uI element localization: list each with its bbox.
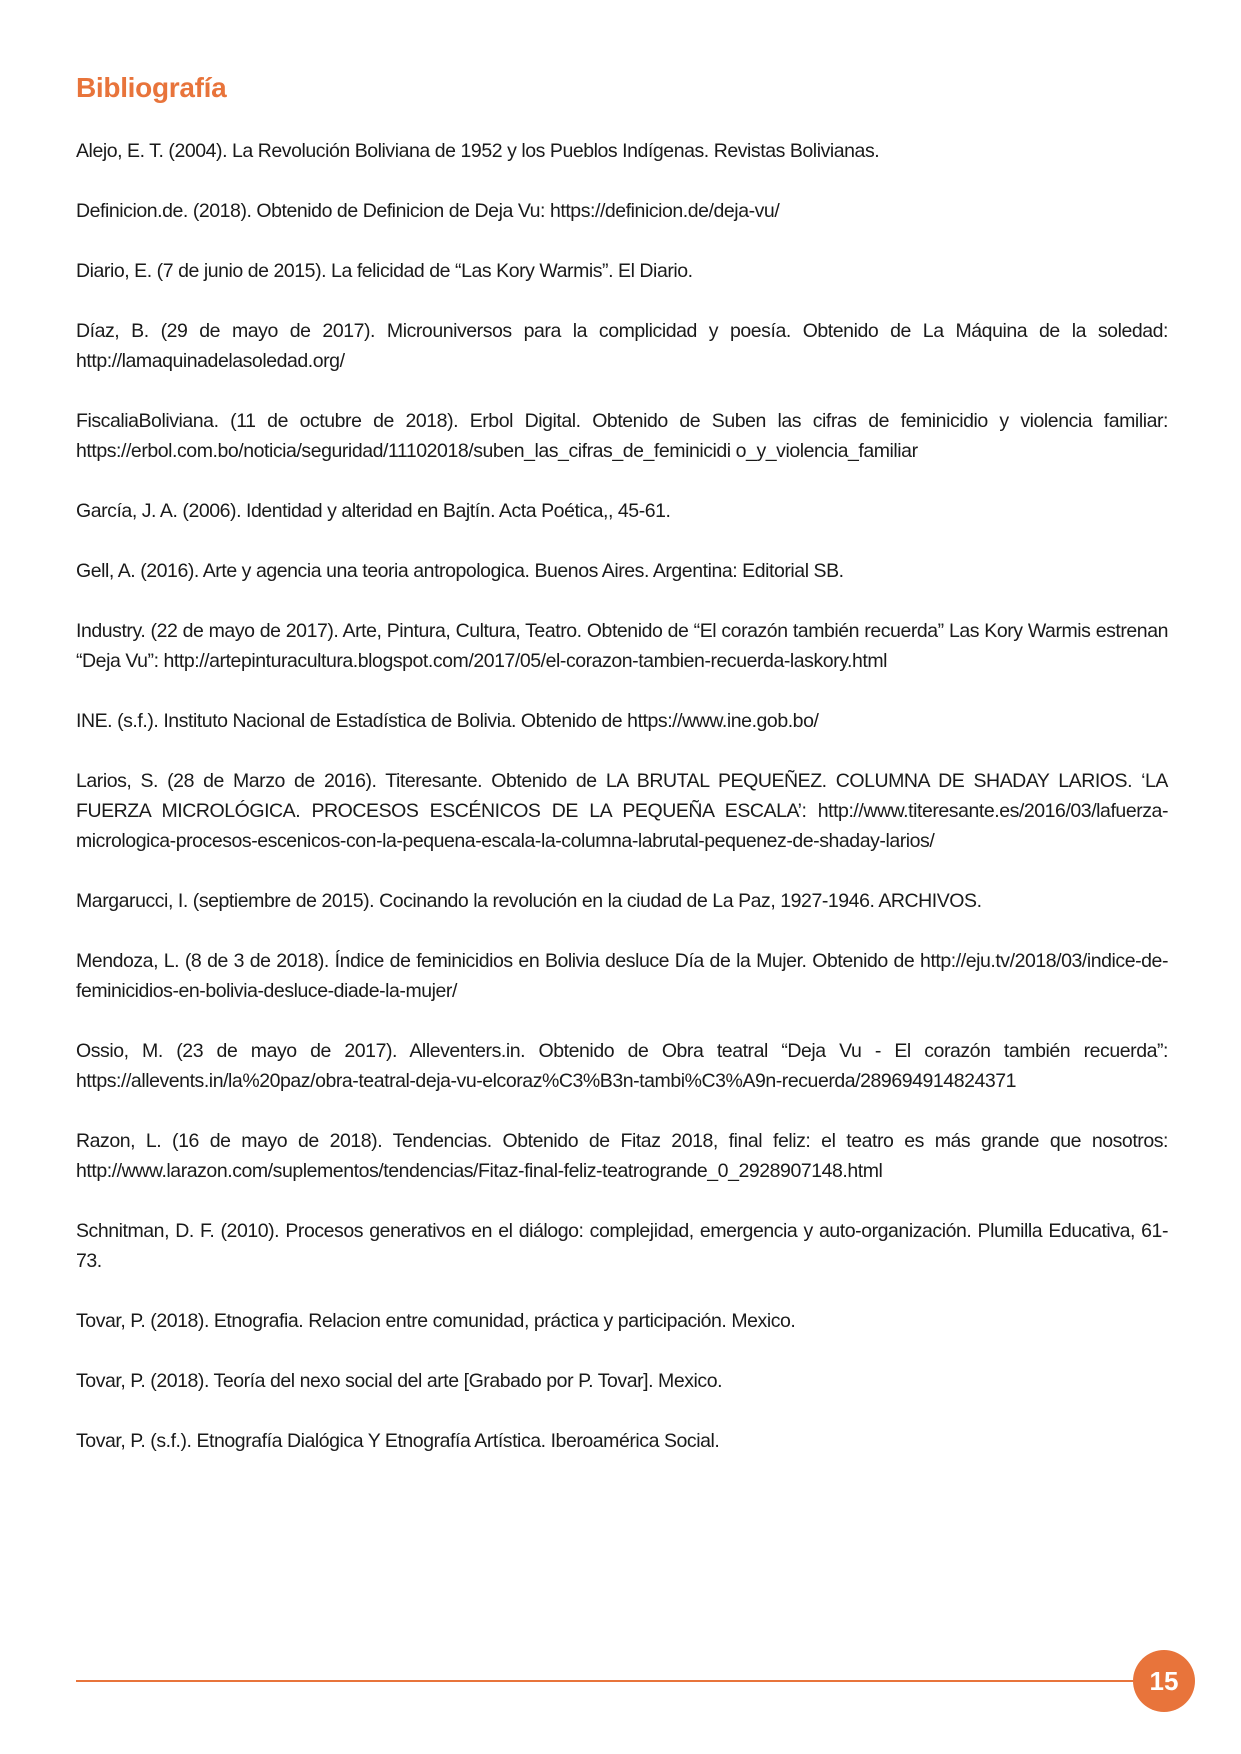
reference-entry: Razon, L. (16 de mayo de 2018). Tendencias. Obtenido de Fitaz 2018, final feliz: el teatro es más grande que nosotros: http://www.larazon.com/suplementos/tendencias/Fitaz-final-feliz-teatrogrande_0_2928907148.html	[76, 1130, 1168, 1182]
reference-entry: Industry. (22 de mayo de 2017). Arte, Pintura, Cultura, Teatro. Obtenido de “El corazón también recuerda” Las Kory Warmis estrenan “Deja Vu”: http://artepinturacultura.blogspot.com/2017/05/el-corazon-tambien-recuerda-laskory.html	[76, 620, 1168, 672]
page-number-badge: 15	[1133, 1650, 1195, 1712]
reference-entry: Larios, S. (28 de Marzo de 2016). Titeresante. Obtenido de LA BRUTAL PEQUEÑEZ. COLUMNA DE SHADAY LARIOS. ‘LA FUERZA MICROLÓGICA. PROCESOS ESCÉNICOS DE LA PEQUEÑA ESCALA’: http://www.titeresante.es/2016/03/lafuerza-micrologica-procesos-escenicos-con-la-pequena-escala-la-columna-labrutal-pequenez-de-shaday-larios/	[76, 770, 1168, 852]
reference-entry: Tovar, P. (s.f.). Etnografía Dialógica Y Etnografía Artística. Iberoamérica Social.	[76, 1430, 720, 1452]
reference-entry: Díaz, B. (29 de mayo de 2017). Microuniversos para la complicidad y poesía. Obtenido de La Máquina de la soledad: http://lamaquinadelasoledad.org/	[76, 320, 1168, 372]
reference-entry: FiscaliaBoliviana. (11 de octubre de 2018). Erbol Digital. Obtenido de Suben las cifras de feminicidio y violencia familiar: https://erbol.com.bo/noticia/seguridad/11102018/suben_las_cifras_de_feminicidi o_y_violencia_familiar	[76, 410, 1168, 462]
reference-entry: Diario, E. (7 de junio de 2015). La felicidad de “Las Kory Warmis”. El Diario.	[76, 260, 693, 282]
reference-entry: Alejo, E. T. (2004). La Revolución Boliviana de 1952 y los Pueblos Indígenas. Revistas Bolivianas.	[76, 140, 880, 162]
reference-entry: Schnitman, D. F. (2010). Procesos generativos en el diálogo: complejidad, emergencia y auto-organización. Plumilla Educativa, 61-73.	[76, 1220, 1168, 1272]
reference-entry: Margarucci, I. (septiembre de 2015). Cocinando la revolución en la ciudad de La Paz, 1927-1946. ARCHIVOS.	[76, 890, 982, 912]
page-title: Bibliografía	[76, 72, 227, 103]
reference-entry: Mendoza, L. (8 de 3 de 2018). Índice de feminicidios en Bolivia desluce Día de la Mujer. Obtenido de http://eju.tv/2018/03/indice-de-feminicidios-en-bolivia-desluce-diade-la-mujer/	[76, 950, 1168, 1002]
reference-entry: Definicion.de. (2018). Obtenido de Definicion de Deja Vu: https://definicion.de/deja-vu/	[76, 200, 780, 222]
reference-entry: Gell, A. (2016). Arte y agencia una teoria antropologica. Buenos Aires. Argentina: Editorial SB.	[76, 560, 844, 582]
reference-entry: Tovar, P. (2018). Etnografia. Relacion entre comunidad, práctica y participación. Mexico.	[76, 1310, 796, 1332]
page-content	[76, 70, 1168, 1486]
reference-entry: García, J. A. (2006). Identidad y alteridad en Bajtín. Acta Poética,, 45-61.	[76, 500, 671, 522]
reference-list	[76, 136, 1168, 1456]
reference-entry: INE. (s.f.). Instituto Nacional de Estadística de Bolivia. Obtenido de https://www.ine.gob.bo/	[76, 710, 819, 732]
reference-entry: Ossio, M. (23 de mayo de 2017). Alleventers.in. Obtenido de Obra teatral “Deja Vu - El corazón también recuerda”: https://allevents.in/la%20paz/obra-teatral-deja-vu-elcoraz%C3%B3n-tambi%C3%A9n-recuerda/289694914824371	[76, 1040, 1168, 1092]
reference-entry: Tovar, P. (2018). Teoría del nexo social del arte [Grabado por P. Tovar]. Mexico.	[76, 1370, 723, 1392]
footer-divider	[76, 1680, 1136, 1682]
